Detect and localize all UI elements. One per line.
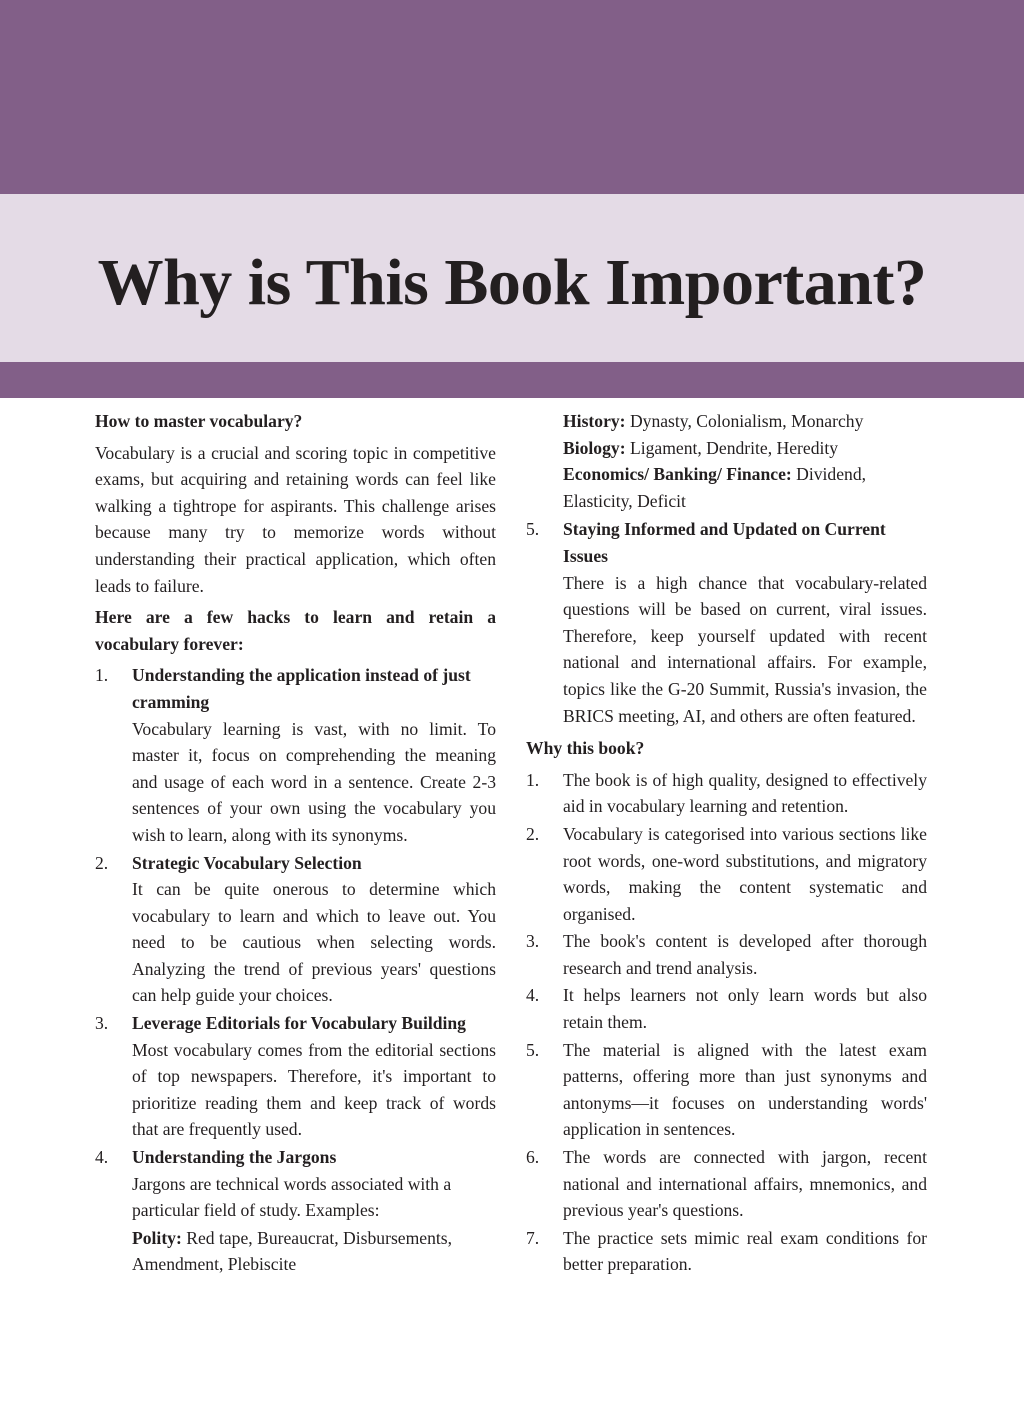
item-body: It can be quite onerous to determine which vocabulary to learn and which to leave out. You need to be cautious when selecting words. Analyzing the trend of previous years' questions can help guide your choices. bbox=[132, 879, 496, 1006]
why-this-book-list bbox=[526, 767, 927, 1278]
item-title: Leverage Editorials for Vocabulary Building bbox=[132, 1013, 466, 1034]
item-body: Most vocabulary comes from the editorial sections of top newspapers. Therefore, it's important to prioritize reading them and keep track of words that are frequently used. bbox=[132, 1039, 496, 1140]
hacks-list bbox=[95, 662, 496, 1223]
jargon-examples bbox=[95, 1225, 496, 1278]
item-text: The words are connected with jargon, recent national and international affairs, mnemonics, and previous year's questions. bbox=[563, 1147, 927, 1221]
jargon-words: Ligament, Dendrite, Heredity bbox=[629, 437, 839, 458]
list-item bbox=[526, 1225, 927, 1278]
list-item bbox=[526, 767, 927, 820]
item-title: Understanding the application instead of just cramming bbox=[132, 665, 471, 712]
header-top-band bbox=[0, 0, 1024, 194]
item-title: Staying Informed and Updated on Current Issues bbox=[563, 519, 886, 566]
item-body: Vocabulary learning is vast, with no limit. To master it, focus on comprehending the meaning and usage of each word in a sentence. Create 2-3 sentences of your own using the vocabulary you wish to learn, along with its synonyms. bbox=[132, 718, 496, 845]
list-item bbox=[95, 850, 496, 1010]
item-text: The book's content is developed after thorough research and trend analysis. bbox=[563, 931, 927, 978]
jargon-label: Economics/ Banking/ Finance: bbox=[563, 464, 792, 485]
list-item bbox=[526, 928, 927, 981]
list-item bbox=[526, 982, 927, 1035]
item-text: The practice sets mimic real exam conditions for better preparation. bbox=[563, 1227, 927, 1275]
item-number: 1. bbox=[95, 665, 109, 686]
jargon-examples-continued bbox=[526, 408, 927, 514]
item-title: Strategic Vocabulary Selection bbox=[132, 852, 362, 873]
item-number: 2. bbox=[526, 823, 540, 844]
hacks-intro: Here are a few hacks to learn and retain a vocabulary forever: bbox=[95, 607, 496, 654]
item-number: 4. bbox=[526, 985, 540, 1006]
right-column bbox=[526, 408, 927, 1279]
item-text: It helps learners not only learn words but also retain them. bbox=[563, 985, 927, 1033]
item-number: 5. bbox=[526, 1039, 540, 1060]
left-column bbox=[95, 408, 496, 1278]
item-text: The material is aligned with the latest exam patterns, offering more than just synonyms and antonyms—it focuses on understanding words' application in sentences. bbox=[563, 1039, 927, 1140]
list-item bbox=[95, 1144, 496, 1224]
item-number: 4. bbox=[95, 1147, 109, 1168]
item-number: 3. bbox=[526, 931, 540, 952]
item-number: 6. bbox=[526, 1147, 540, 1168]
jargon-example bbox=[563, 408, 927, 435]
jargon-example bbox=[563, 461, 927, 514]
hacks-list-continued bbox=[526, 516, 927, 729]
intro-paragraph: Vocabulary is a crucial and scoring topic in competitive exams, but acquiring and retaining words can feel like walking a tightrope for aspirants. This challenge arises because many try to memorize words without understanding their practical application, which often leads to failure. bbox=[95, 442, 496, 596]
item-text: Vocabulary is categorised into various sections like root words, one-word substitutions, and migratory words, making the content systematic and organised. bbox=[563, 823, 927, 924]
jargon-example bbox=[563, 435, 927, 462]
jargon-label: Polity: bbox=[132, 1227, 182, 1248]
jargon-words: Dynasty, Colonialism, Monarchy bbox=[629, 411, 864, 431]
list-item bbox=[95, 1010, 496, 1143]
list-item bbox=[95, 662, 496, 848]
jargon-label: Biology: bbox=[563, 437, 626, 458]
list-item bbox=[526, 1037, 927, 1143]
jargon-words: Dividend, Elasticity, Deficit bbox=[563, 464, 867, 511]
master-vocabulary-heading: How to master vocabulary? bbox=[95, 411, 303, 431]
item-body: Jargons are technical words associated with a particular field of study. Examples: bbox=[132, 1173, 452, 1221]
list-item bbox=[526, 516, 927, 729]
item-text: The book is of high quality, designed to effectively aid in vocabulary learning and retention. bbox=[563, 769, 927, 817]
list-item bbox=[526, 821, 927, 927]
item-number: 1. bbox=[526, 769, 540, 790]
item-number: 2. bbox=[95, 852, 109, 873]
item-title: Understanding the Jargons bbox=[132, 1147, 337, 1168]
page-title: Why is This Book Important? bbox=[97, 246, 927, 319]
item-body: There is a high chance that vocabulary-related questions will be based on current, viral issues. Therefore, keep yourself updated with recent national and international affairs. For example, topics like the G-20 Summit, Russia's invasion, the BRICS meeting, AI, and others are often featured. bbox=[563, 572, 927, 726]
jargon-words: Red tape, Bureaucrat, Disbursements, Amendment, Plebiscite bbox=[132, 1227, 453, 1275]
item-number: 5. bbox=[526, 519, 540, 540]
list-item bbox=[526, 1144, 927, 1224]
item-number: 3. bbox=[95, 1013, 109, 1034]
jargon-example bbox=[132, 1225, 496, 1278]
jargon-label: History: bbox=[563, 411, 626, 431]
item-number: 7. bbox=[526, 1227, 540, 1248]
why-this-book-heading: Why this book? bbox=[526, 738, 645, 759]
header-bottom-band bbox=[0, 362, 1024, 398]
